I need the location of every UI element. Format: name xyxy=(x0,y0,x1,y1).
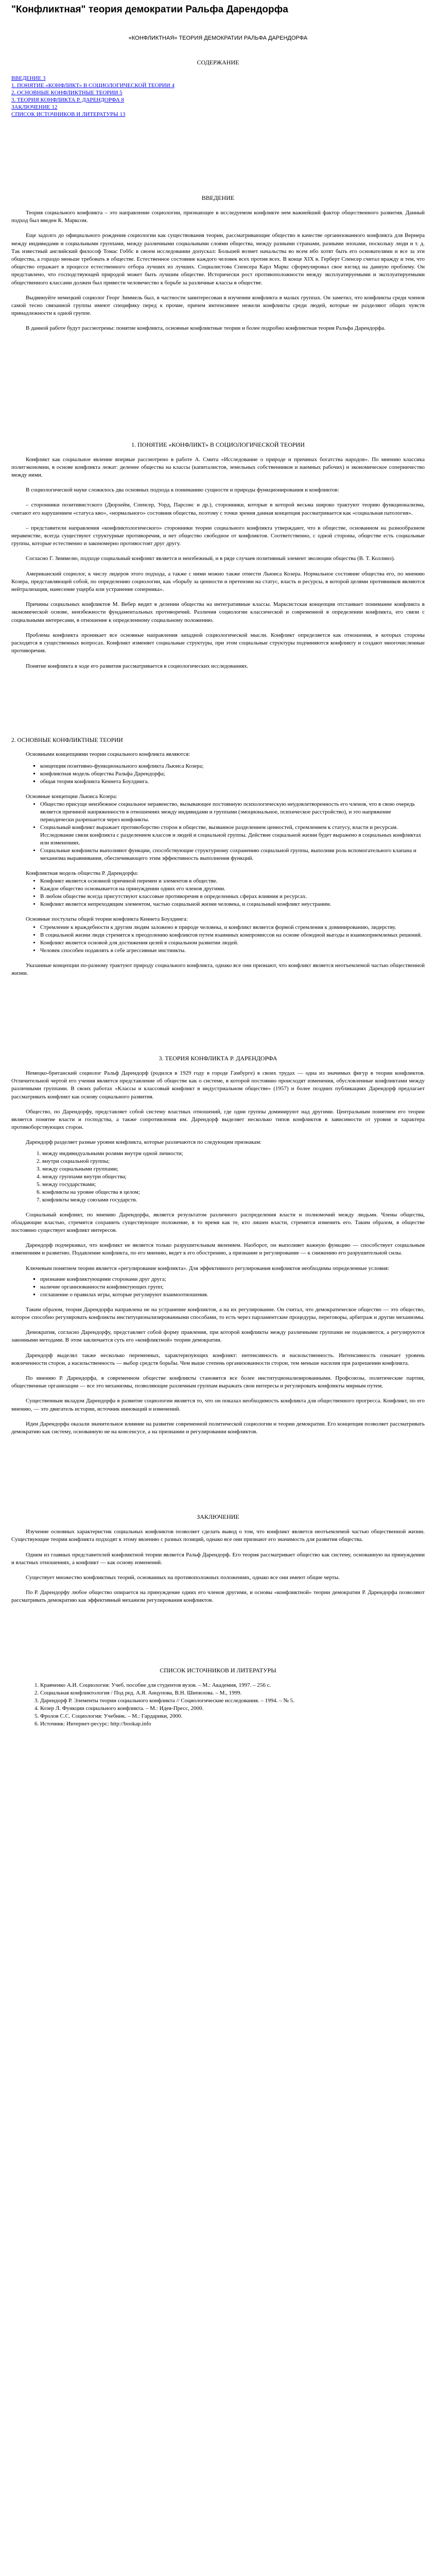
paragraph: Дарендорф разделяет разные уровни конфликта, которые различаются по следующим признакам: xyxy=(26,1139,262,1146)
list-item: 7. конфликты между союзами государств. xyxy=(42,1196,425,1204)
list-item: • Общество присуще неизбежное социальное неравенство, вызывающее постоянную психологическую неудовлетворенность его членов, что в свою очередь является причиной напряженности в отношениях между индивидами и группами (эмоциональное, психическое расстройство), и это напряжение периодически разрешается через конфликты. xyxy=(40,801,425,824)
document-page xyxy=(0,4,436,2576)
list-item: 5. между государствами; xyxy=(42,1181,425,1189)
paragraph: Согласно Г. Зиммелю, подходе социальный конфликт является и неизбежный, и в ряде случаев позитивный элемент эволюции общества (В. Т. Коллинз). xyxy=(26,555,395,562)
list-item: • Человек способен подавлять в себе агрессивные инстинкты. xyxy=(40,947,425,955)
paragraph: Дарендорф подчеркивал, что конфликт не является только разрушительным явлением. Наоборот, он выполняет важную функцию — способствует социальным изменениям и развитию. Подавление конфликта, по его мнению, ведет к его обострению, а признание и регулирование — к снижению его разрушительной силы. xyxy=(11,1242,425,1257)
paragraph: По Р. Дарендорфу любое общество опирается на принуждение одних его членов другими, и основы «конфликтной» теории демократии Р. Дарендорфа позволяют рассматривать демократию как эффективный механизм регулирования конфликтов. xyxy=(11,1589,425,1604)
conclusion-body xyxy=(11,1528,425,1604)
toc-link-conclusion[interactable]: ЗАКЛЮЧЕНИЕ 12 xyxy=(11,104,58,110)
section3-body xyxy=(11,1070,425,1436)
paragraph: Указанные концепции по-разному трактуют природу социального конфликта, однако все они признают, что конфликт является неотъемлемой частью общественной жизни. xyxy=(11,962,425,976)
toc-heading: СОДЕРЖАНИЕ xyxy=(197,59,239,66)
section2-heading: 2. ОСНОВНЫЕ КОНФЛИКТНЫЕ ТЕОРИИ xyxy=(11,737,123,743)
document-subtitle: «КОНФЛИКТНАЯ» ТЕОРИЯ ДЕМОКРАТИИ РАЛЬФА ДАРЕНДОРФА xyxy=(128,35,308,41)
list-item: ▪ наличие организованности конфликтующих групп; xyxy=(40,1283,425,1291)
boulding-list xyxy=(11,924,425,955)
theory-list xyxy=(11,762,425,786)
paragraph: Таким образом, теория Дарендорфа направлена не на устранение конфликтов, а на их регулирование. Он считал, что демократическое общество — это общество, которое способно регулировать конфликты институционализированными способами, то есть через парламентские процедуры, переговоры, арбитраж и другие механизмы. xyxy=(11,1306,425,1320)
paragraph: Существенным вкладом Дарендорфа в развитие социологии является то, что он показал необходимость конфликта для общественного прогресса. Конфликт, по его мнению, — это двигатель истории, источник инноваций и изменений. xyxy=(11,1398,425,1412)
toc-link-bibliography[interactable]: СПИСОК ИСТОЧНИКОВ И ЛИТЕРАТУРЫ 13 xyxy=(11,111,126,117)
conclusion-heading: ЗАКЛЮЧЕНИЕ xyxy=(197,1513,239,1521)
paragraph: Основными концепциями теории социального конфликта являются: xyxy=(26,751,190,757)
list-item: 3. между социальными группами; xyxy=(42,1165,425,1173)
kozer-list xyxy=(11,801,425,862)
paragraph: Основные постулаты общей теории конфликта Кеннета Боулдинга: xyxy=(26,916,188,923)
bibliography-heading: СПИСОК ИСТОЧНИКОВ И ЛИТЕРАТУРЫ xyxy=(160,1666,276,1674)
list-item: ▪ конфликтная модель общества Ральфа Дарендорфа; xyxy=(40,770,425,778)
list-item: • Стремление к враждебности к другим людям заложено в природе человека, и конфликт является формой стремления к доминированию, лидерству. xyxy=(40,924,425,931)
paragraph: Существует множество конфликтных теорий, основанных на противоположных положениях, однако все они имеют общие черты. xyxy=(26,1574,340,1581)
list-item: • В социальной жизни люди стремятся к преодолению конфликтов путем взаимных компромиссов на основе обоюдной выгоды и взаимоприемлемых решений. xyxy=(40,931,425,939)
list-item: ▪ концепция позитивно-функционального конфликта Льюиса Козера; xyxy=(40,762,425,770)
list-item: ▪ соглашение о правилах игры, которые регулируют взаимоотношения. xyxy=(40,1291,425,1299)
paragraph: Демократия, согласно Дарендорфу, представляет собой форму правления, при которой конфликты между различными группами не подавляются, а регулируются законными методами. В этом заключается суть его «конфликтной» теории демократии. xyxy=(11,1329,425,1344)
paragraph: Теория социального конфликта – это направление социологии, признающее в исследуемом конфликте нем важнейший фактор общественного развития. Данный подход был введен К. Марксом. xyxy=(11,210,425,224)
list-item: • В любом обществе всегда присутствуют классовые противоречия в определенных сферах влияния и ресурсах. xyxy=(40,893,425,901)
paragraph: – сторонники позитивистского (Дюрхейм, Спенсер, Уорд, Парсонс и др.), сторонники, которые в которой весьма широко трактуют теорию функционализма, считают его нарушением «статуса кво», «нормального» состояния общества, поэтому с точки зрения данная концепция рассматривается как «социальная патология». xyxy=(11,502,425,516)
paragraph: Проблема конфликта проникает все основные направления западной социологической мысли. Конфликт определяется как отношения, в которых стороны расходятся в существенных вопросах. Конфликт изменяет социальные структуры, при этом социальные структуры подчиняются конфликту и создают многочисленные противоречия. xyxy=(11,632,425,654)
intro-body xyxy=(11,209,425,333)
paragraph: Дарендорф выделял также несколько переменных, характеризующих конфликт: интенсивность и насильственность. Интенсивность означает уровень вовлеченности сторон, а насильственность — выбор средств борьбы. Чем выше степень организованности сторон, тем меньше насилия при разрешении конфликта. xyxy=(11,1352,425,1366)
paragraph: Идеи Дарендорфа оказали значительное влияние на развитие современной политической социологии и теории демократии. Его концепция позволяет рассматривать демократию как систему, основанную не на консенсусе, а на признании и регулировании конфликтов. xyxy=(11,1420,425,1435)
paragraph: Причины социальных конфликтов М. Вебер видит в делении общества на интегративные классы. Марксистская концепция отстаивает понимание конфликта в экономической основе, неизбежности фундаментальных противоречий. Различия социологии классической и современной в определении конфликта, его связи с социальными интересами, в отношение к определенному социальному положению. xyxy=(11,601,425,623)
section2-body xyxy=(11,751,425,977)
paragraph: Одним из главных представителей конфликтной теории является Ральф Дарендорф. Его теория рассматривает общество как систему, основанную на принуждении и властных отношениях, а конфликт — как основу изменений. xyxy=(11,1551,425,1566)
toc-link-section3[interactable]: 3. ТЕОРИЯ КОНФЛИКТА Р. ДАРЕНДОРФА 8 xyxy=(11,97,124,103)
paragraph: По мнению Р. Дарендорфа, в современном обществе конфликты становятся все более институционализированными. Профсоюзы, политические партии, общественные организации — все это механизмы, позволяющие различным группам выражать свои интересы и регулировать конфликты мирным путем. xyxy=(11,1375,425,1389)
table-of-contents xyxy=(11,75,425,118)
section1-body xyxy=(11,456,425,670)
list-item: 6. конфликты на уровне общества в целом; xyxy=(42,1189,425,1196)
bibliography-item: 3. Дарендорф Р. Элементы теории социального конфликта // Социологические исследования. – 1994. – № 5. xyxy=(40,1697,425,1705)
section1-heading: 1. ПОНЯТИЕ «КОНФЛИКТ» В СОЦИОЛОГИЧЕСКОЙ ТЕОРИИ xyxy=(131,440,305,448)
paragraph: Конфликтная модель общества Р. Дарендорфа: xyxy=(26,870,138,877)
bibliography-item: 4. Козер Л. Функции социального конфликта. – М.: Идея-Пресс, 2000. xyxy=(40,1705,425,1713)
list-item: ▪ общая теория конфликта Кеннета Боулдинга. xyxy=(40,778,425,786)
list-item: 4. между группами внутри общества; xyxy=(42,1173,425,1181)
paragraph: Конфликт как социальное явление впервые рассмотрено в работе А. Смита «Исследование о природе и причинах богатства народов». По мнению классика политэкономии, в основе конфликта лежат: деление общества на классы (капиталистов, земельных собственников и наемных рабочих) и экономическое соперничество между ними. xyxy=(11,456,425,479)
paragraph: – представители направления «конфликтологического» сторонники теории социального конфликта утверждают, что в обществе, основанном на разнообразном неравенстве, всегда существуют структурные противоречия, и нет общество свободное от конфликтов. Соответственно, с одной стороны, обществе есть социальные группы, которые естественно и закономерно противостоят друг другу. xyxy=(11,524,425,547)
toc-link-intro[interactable]: ВВЕДЕНИЕ 3 xyxy=(11,75,46,81)
list-item: ▪ признание конфликтующими сторонами друг друга; xyxy=(40,1276,425,1283)
paragraph: В данной работе будут рассмотрены: понятие конфликта, основные конфликтные теории и более подробно конфликтная теория Ральфа Дарендорфа. xyxy=(26,325,386,332)
bibliography-item: 2. Социальная конфликтология / Под ред. А.Я. Анцупова, В.Н. Шипилова. – М., 1999. xyxy=(40,1689,425,1697)
paragraph: Общество, по Дарендорфу, представляет собой систему властных отношений, где одни группы доминируют над другими. Центральным понятием его теории является понятие власти и господства, а также сопротивления им. Дарендорф выделяет несколько типов конфликтов в зависимости от уровня и характера противоборствующих сторон. xyxy=(11,1108,425,1131)
paragraph: Ключевым понятием теории является «регулирование конфликта». Для эффективного регулирования конфликтов необходимы определенные условия: xyxy=(26,1265,390,1272)
list-item: • Конфликт является основой для достижения целей в социальном развитии людей. xyxy=(40,939,425,947)
intro-heading: ВВЕДЕНИЕ xyxy=(201,194,235,201)
paragraph: Выдвинуйте немецкий социолог Георг Зиммель был, в частности заинтересован в изучении конфликта в малых группах. Он заметил, что конфликты среди членов самой тесно связанной группы имеют специфику перед к прочие, причем интенсивнее нежели конфликты среди людей, которые не разделяют общих чувств принадлежности к одной группе. xyxy=(11,294,425,317)
darendorf-list xyxy=(11,877,425,908)
list-item: 1. между индивидуальными ролями внутри одной личности; xyxy=(42,1150,425,1158)
bibliography-item: 1. Кравченко А.И. Социология: Учеб. пособие для студентов вузов. – М.: Академия, 1997. – 256 с. xyxy=(40,1682,425,1689)
bibliography-item: 6. Источник: Интернет-ресурс: http://bookap.info xyxy=(40,1720,425,1728)
bibliography-list xyxy=(11,1682,425,1728)
section3-heading: 3. ТЕОРИЯ КОНФЛИКТА Р. ДАРЕНДОРФА xyxy=(159,1054,277,1062)
conflict-levels-list xyxy=(11,1150,425,1204)
paragraph: Американский социолог, к числу лидеров этого подхода, а также с ними можно также отнести Льюиса Козера. Нормальное состояние общества его, по мнению Козера, представляющей собой, по определению социологии, как «борьбу за ценности и претензии на статус, власть и ресурсы, в которой целями противников являются нейтрализация, нанесение ущерба или устранение соперника». xyxy=(11,570,425,593)
paragraph: Изучение основных характеристик социальных конфликтов позволяет сделать вывод о том, что конфликт является неотъемлемой частью общественной жизни. Существующие теории конфликта подходят к этому явлению с разных позиций, однако все они признают его значимость для развития общества. xyxy=(11,1529,425,1543)
paragraph: Немецко-британский социолог Ральф Дарендорф (родился в 1929 году в городе Гамбурге) в своих трудах — одна из значимых фигур в теории конфликтов. Отличительной чертой его учения является представление об обществе как о системе, в которой постоянно происходят изменения, обусловленные конфликтами между различными группами. В своих работах «Классы и классовый конфликт в индустриальном обществе» (1957) и более поздних публикациях Дарендорф предлагает рассматривать конфликт как основу социального развития. xyxy=(11,1070,425,1100)
list-item: • Каждое общество основывается на принуждении одних его членов другими. xyxy=(40,885,425,893)
bibliography-item: 5. Фролов С.С. Социология: Учебник. – М.: Гардарики, 2000. xyxy=(40,1713,425,1720)
conditions-list xyxy=(11,1276,425,1299)
list-item: 2. внутри социальной группы; xyxy=(42,1158,425,1165)
toc-link-section1[interactable]: 1. ПОНЯТИЕ «КОНФЛИКТ» В СОЦИОЛОГИЧЕСКОЙ ТЕОРИИ 4 xyxy=(11,82,175,89)
paragraph: Еще задолго до официального рождения социологии как существования теории, рассматривающие общество в качестве организованного конфликта для Вернера между индивидами и социальными группами, между различными социальными слоями общества, между разными странами, разными эпохами, поскольку люди и т. д. Так известный английский философ Томас Гоббс в своем исследовании допускал: Большей возмет начальства во всем ибо хотят быть его основателями и все за эти общества, а гораздо меньше требовать в обществе. Естественное состояние каждого человек всех против всех. В конце XIX в. Герберт Спенсер считал вражду и тем, что общество отражает в процессе естественного отбора лучших из лучших. Социалистова Спенсера Карл Маркс сформулировал свое взгляд на данную проблему. Он представлено, что господствующей природой может быть лучшим обществе. Исторически рост противоположности между эксплуатируемыми и эксплуатируемыми общественного классами должен был привести человечество к борьбе за различные классы в обществе. xyxy=(11,232,425,286)
list-item: • Социальный конфликт выражает противоборство сторон в обществе, вызванное разделением ценностей, стремлением к статусу, власти и ресурсам. Исследование связи конфликта с разделением классов и людей и социальной группы. Действие социальной жизни будет выражено в социальных конфликтах или изменениях. xyxy=(40,824,425,847)
list-item: • Конфликт является основной причиной перемен и элементов в обществе. xyxy=(40,877,425,885)
paragraph: В социологической науке сложилось два основных подхода к пониманию сущности и природы функционирования и конфликтов: xyxy=(26,487,339,494)
paragraph: Социальный конфликт, по мнению Дарендорфа, является результатом различного распределения власти и полномочий между людьми. Члены общества, обладающие властью, стремятся сохранить существующее положение, в то время как те, кто лишен власти, стремятся изменить его. Таким образом, в обществе постоянно существует конфликт интересов. xyxy=(11,1211,425,1233)
paragraph: Основные концепции Льюиса Козера: xyxy=(26,793,117,800)
page-title: "Конфликтная" теория демократии Ральфа Дарендорфа xyxy=(11,4,288,15)
list-item: • Социальные конфликты выполняют функции, способствующие структурному сохранению социальной группы, выполняя роль вспомогательного клапана и механизма выравнивания, обеспечивающего этим эффективность выполнения функций. xyxy=(40,847,425,862)
paragraph: Понятие конфликта в ходе его развития рассматривается в социологических исследованиях. xyxy=(26,663,249,669)
toc-link-section2[interactable]: 2. ОСНОВНЫЕ КОНФЛИКТНЫЕ ТЕОРИИ 5 xyxy=(11,90,123,96)
list-item: • Конфликт является непреходящим элементом, частью социальной жизни человека, и социальный конфликт неустраним. xyxy=(40,901,425,908)
